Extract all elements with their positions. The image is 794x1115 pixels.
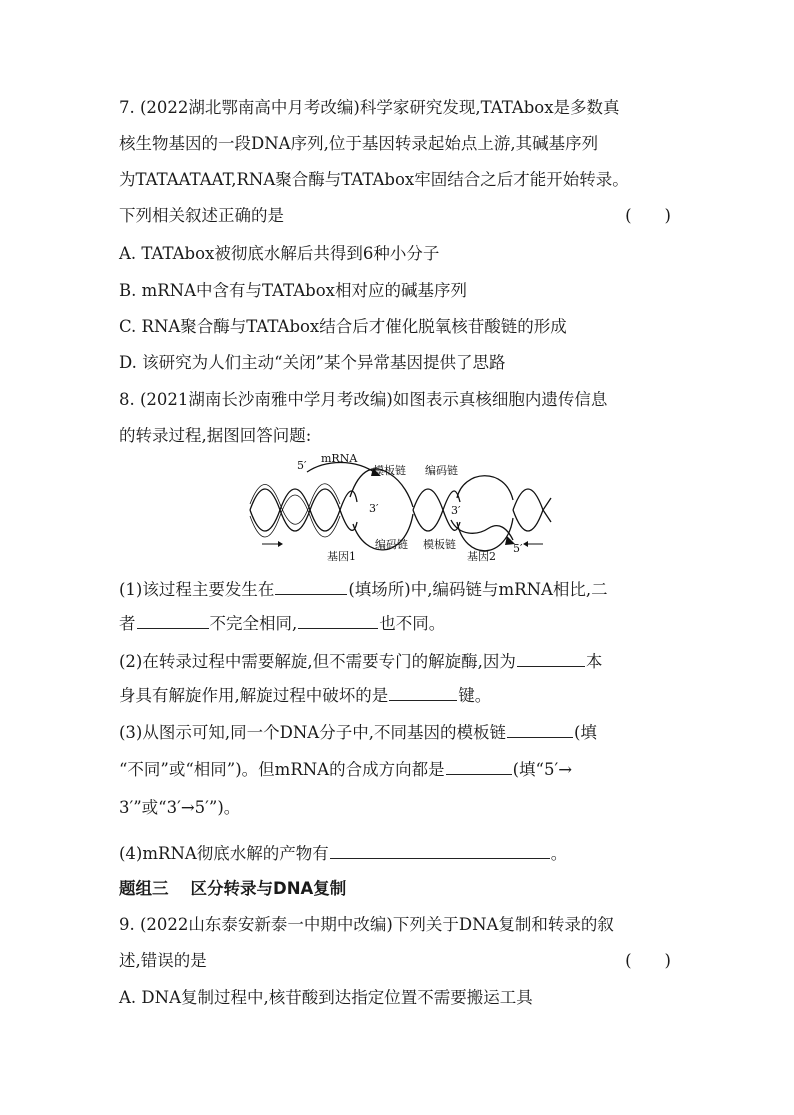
label-template-top: 模板链 bbox=[373, 464, 406, 477]
q8-part4-text: (4)mRNA彻底水解的产物有 bbox=[119, 844, 329, 863]
q8-part2-line1 bbox=[119, 650, 675, 673]
q8-line-2: 的转录过程,据图回答问题: bbox=[119, 426, 312, 445]
q8-part1-line2 bbox=[119, 612, 675, 635]
q8-part2-line2 bbox=[119, 684, 675, 707]
q8-part3-text: (3)从图示可知,同一个DNA分子中,不同基因的模板链 bbox=[119, 723, 506, 742]
q9-option-a[interactable]: A. DNA复制过程中,核苷酸到达指定位置不需要搬运工具 bbox=[119, 988, 533, 1007]
label-gene2: 基因2 bbox=[467, 550, 496, 563]
q7-line-3: 为TATAATAAT,RNA聚合酶与TATAbox牢固结合之后才能开始转录。 bbox=[119, 170, 629, 189]
q8-part2-text: 键。 bbox=[458, 686, 492, 705]
q8-part1-text: 也不同。 bbox=[379, 614, 446, 633]
q8-part3-text: (填 bbox=[573, 723, 597, 742]
label-5prime-left: 5′ bbox=[297, 459, 307, 472]
q7-option-c[interactable]: C. RNA聚合酶与TATAbox结合后才催化脱氧核苷酸链的形成 bbox=[119, 317, 567, 336]
label-3prime-1: 3′ bbox=[369, 502, 379, 515]
q8-part4-text: 。 bbox=[550, 844, 568, 863]
answer-blank[interactable] bbox=[275, 578, 347, 595]
label-coding-top: 编码链 bbox=[425, 464, 458, 477]
arrow-left-icon bbox=[523, 541, 528, 547]
answer-blank[interactable] bbox=[298, 612, 378, 629]
label-3prime-2: 3′ bbox=[451, 504, 461, 517]
q9-line-1: 9. (2022山东泰安新泰一中期中改编)下列关于DNA复制和转录的叙 bbox=[119, 915, 614, 934]
bubble-2-top bbox=[457, 476, 513, 500]
answer-blank[interactable] bbox=[137, 612, 209, 629]
label-coding-bottom: 编码链 bbox=[375, 538, 408, 551]
q8-part1-text: 者 bbox=[119, 614, 136, 633]
label-template-bottom: 模板链 bbox=[423, 538, 456, 551]
q8-part3-line3: 3′”或“3′→5′”)。 bbox=[119, 798, 241, 817]
bubble-2-bottom bbox=[457, 518, 513, 551]
label-gene1: 基因1 bbox=[327, 550, 356, 563]
label-5prime-right: 5′ bbox=[513, 542, 523, 555]
q8-part3-line1 bbox=[119, 721, 675, 744]
q9-stem-end: 述,错误的是 bbox=[119, 951, 207, 970]
answer-blank[interactable] bbox=[330, 842, 550, 859]
q7-option-d[interactable]: D. 该研究为人们主动“关闭”某个异常基因提供了思路 bbox=[119, 353, 506, 372]
q8-line-1: 8. (2021湖南长沙南雅中学月考改编)如图表示真核细胞内遗传信息 bbox=[119, 390, 608, 409]
q8-part4 bbox=[119, 842, 675, 865]
q8-part2-text: 身具有解旋作用,解旋过程中破坏的是 bbox=[119, 686, 389, 705]
group-label: 题组三 bbox=[119, 879, 169, 898]
q8-part3-text: “不同”或“相同”)。但mRNA的合成方向都是 bbox=[119, 760, 445, 779]
q8-part1-text: (填场所)中,编码链与mRNA相比,二 bbox=[348, 580, 608, 599]
answer-blank[interactable] bbox=[507, 721, 573, 738]
q8-part1-text: 不完全相同, bbox=[209, 614, 298, 633]
label-mrna: mRNA bbox=[321, 452, 358, 465]
q7-stem-end: 下列相关叙述正确的是 bbox=[119, 206, 284, 225]
q7-line-1: 7. (2022湖北鄂南高中月考改编)科学家研究发现,TATAbox是多数真 bbox=[119, 98, 620, 117]
group-heading bbox=[119, 878, 675, 900]
q8-part3-text: (填“5′→ bbox=[512, 760, 573, 779]
answer-blank[interactable] bbox=[446, 758, 512, 775]
q8-part3-line2 bbox=[119, 758, 675, 781]
group-title: 区分转录与DNA复制 bbox=[190, 879, 347, 898]
arrow-right-icon bbox=[278, 541, 283, 547]
answer-blank[interactable] bbox=[389, 684, 457, 701]
q7-line-4 bbox=[119, 205, 675, 227]
q7-option-a[interactable]: A. TATAbox被彻底水解后共得到6种小分子 bbox=[119, 244, 440, 263]
q9-answer-paren: ( ) bbox=[625, 951, 671, 970]
q8-part1-text: (1)该过程主要发生在 bbox=[119, 580, 275, 599]
q7-line-2: 核生物基因的一段DNA序列,位于基因转录起始点上游,其碱基序列 bbox=[119, 134, 599, 153]
q7-option-b[interactable]: B. mRNA中含有与TATAbox相对应的碱基序列 bbox=[119, 281, 467, 300]
q7-answer-paren: ( ) bbox=[625, 206, 671, 225]
q8-part2-text: 本 bbox=[585, 652, 603, 671]
q8-part1-line1 bbox=[119, 578, 675, 601]
q9-line-2 bbox=[119, 950, 675, 972]
transcription-figure bbox=[245, 452, 555, 567]
answer-blank[interactable] bbox=[517, 650, 585, 667]
q8-part2-text: (2)在转录过程中需要解旋,但不需要专门的解旋酶,因为 bbox=[119, 652, 516, 671]
